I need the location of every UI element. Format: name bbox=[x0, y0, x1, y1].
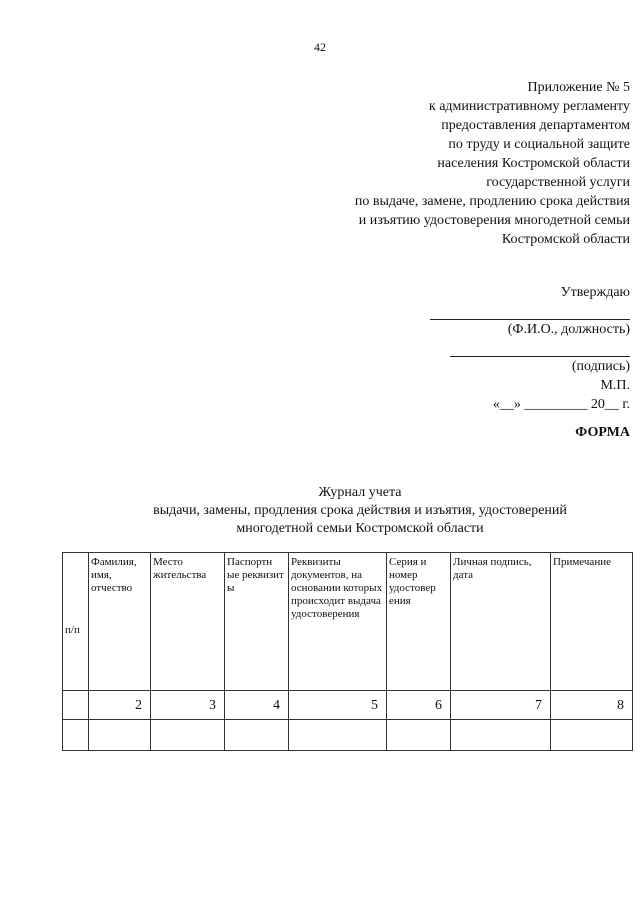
approve-label: Утверждаю bbox=[560, 285, 630, 300]
table-row bbox=[63, 720, 633, 751]
header-cell-signature-date: Личная подпись, дата bbox=[451, 553, 551, 691]
appendix-line: и изъятию удостоверения многодетной семьи bbox=[358, 213, 630, 228]
header-cell-name: Фамилия, имя, отчество bbox=[89, 553, 151, 691]
page-number: 42 bbox=[314, 40, 326, 54]
appendix-line: Костромской области bbox=[501, 232, 630, 247]
column-number-cell: 8 bbox=[551, 691, 633, 720]
column-number-cell: 2 bbox=[89, 691, 151, 720]
appendix-line: по труду и социальной защите bbox=[448, 137, 630, 152]
column-number-cell: 5 bbox=[289, 691, 387, 720]
header-cell-note: Примечание bbox=[551, 553, 633, 691]
appendix-line: предоставления департаментом bbox=[441, 118, 630, 133]
column-number-row bbox=[63, 691, 633, 720]
journal-title-line: многодетной семьи Костромской области bbox=[236, 521, 484, 536]
signature-caption: (подпись) bbox=[571, 359, 630, 374]
journal-title-line: выдачи, замены, продления срока действия и изъятия, удостоверений bbox=[153, 503, 567, 518]
journal-title-line: Журнал учета bbox=[318, 485, 402, 500]
header-cell-number: п/п bbox=[63, 553, 89, 691]
table-cell bbox=[63, 720, 89, 751]
column-number-cell: 4 bbox=[225, 691, 289, 720]
appendix-line: по выдаче, замене, продлению срока действия bbox=[354, 194, 630, 209]
appendix-line: к административному регламенту bbox=[428, 99, 630, 114]
journal-title bbox=[60, 484, 640, 538]
table-cell bbox=[551, 720, 633, 751]
header-cell-documents: Реквизиты документов, на основании которых происходит выдача удостоверения bbox=[289, 553, 387, 691]
journal-table bbox=[62, 552, 633, 751]
column-number-cell bbox=[63, 691, 89, 720]
form-label: ФОРМА bbox=[575, 425, 630, 440]
column-number-cell: 6 bbox=[387, 691, 451, 720]
appendix-block bbox=[270, 78, 630, 249]
date-line: «__» _________ 20__ г. bbox=[492, 397, 630, 412]
table-cell bbox=[89, 720, 151, 751]
column-number-cell: 7 bbox=[451, 691, 551, 720]
table-header-row bbox=[63, 553, 633, 691]
table-cell bbox=[289, 720, 387, 751]
table-cell bbox=[387, 720, 451, 751]
table-cell bbox=[451, 720, 551, 751]
header-cell-residence: Место жительства bbox=[151, 553, 225, 691]
header-cell-passport: Паспортн ые реквизит ы bbox=[225, 553, 289, 691]
approval-block bbox=[370, 283, 630, 414]
name-position-caption: (Ф.И.О., должность) bbox=[507, 322, 630, 337]
appendix-line: государственной услуги bbox=[486, 175, 630, 190]
appendix-line: населения Костромской области bbox=[437, 156, 630, 171]
seal-label: М.П. bbox=[600, 378, 630, 393]
signature-line bbox=[450, 339, 630, 357]
column-number-cell: 3 bbox=[151, 691, 225, 720]
table-cell bbox=[225, 720, 289, 751]
header-cell-certificate: Серия и номер удостовер ения bbox=[387, 553, 451, 691]
name-signature-line bbox=[430, 302, 630, 320]
appendix-line: Приложение № 5 bbox=[527, 80, 630, 95]
table-cell bbox=[151, 720, 225, 751]
